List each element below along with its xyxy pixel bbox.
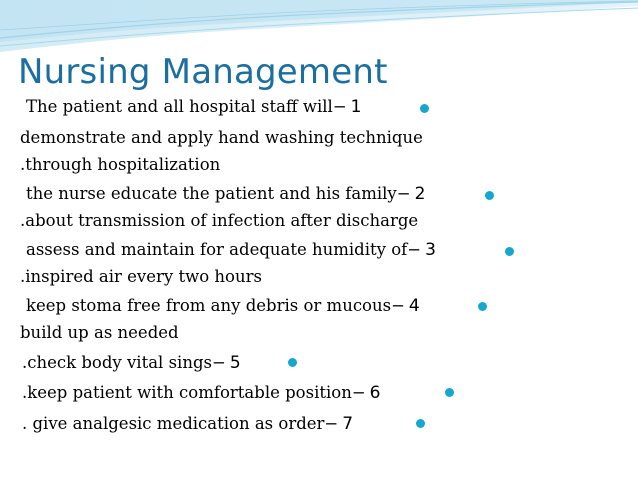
item-3-line-1: assess and maintain for adequate humidity of− 3 [26,240,436,260]
item-1-line-2: demonstrate and apply hand washing technique [20,128,423,147]
item-1-line-3: .through hospitalization [20,155,221,174]
bullet-icon [485,191,494,200]
item-3-line-2: .inspired air every two hours [20,267,262,286]
item-5-line-1: .check body vital sings− 5 [22,353,241,373]
item-7-line-1: . give analgesic medication as order− 7 [22,414,354,434]
item-6-line-1: .keep patient with comfortable position− 6 [22,383,381,403]
bullet-icon [420,104,429,113]
bullet-icon [505,247,514,256]
item-4-line-1: keep stoma free from any debris or mucous− 4 [26,296,420,316]
decorative-wave-band [0,0,638,60]
bullet-icon [416,419,425,428]
bullet-icon [445,388,454,397]
bullet-icon [288,358,297,367]
bullet-icon [478,302,487,311]
item-1-line-1: The patient and all hospital staff will− 1 [26,97,362,117]
item-4-line-2: build up as needed [20,323,179,342]
item-2-line-2: .about transmission of infection after discharge [20,211,419,230]
slide-title: Nursing Management [18,52,388,92]
item-2-line-1: the nurse educate the patient and his family− 2 [26,184,426,204]
